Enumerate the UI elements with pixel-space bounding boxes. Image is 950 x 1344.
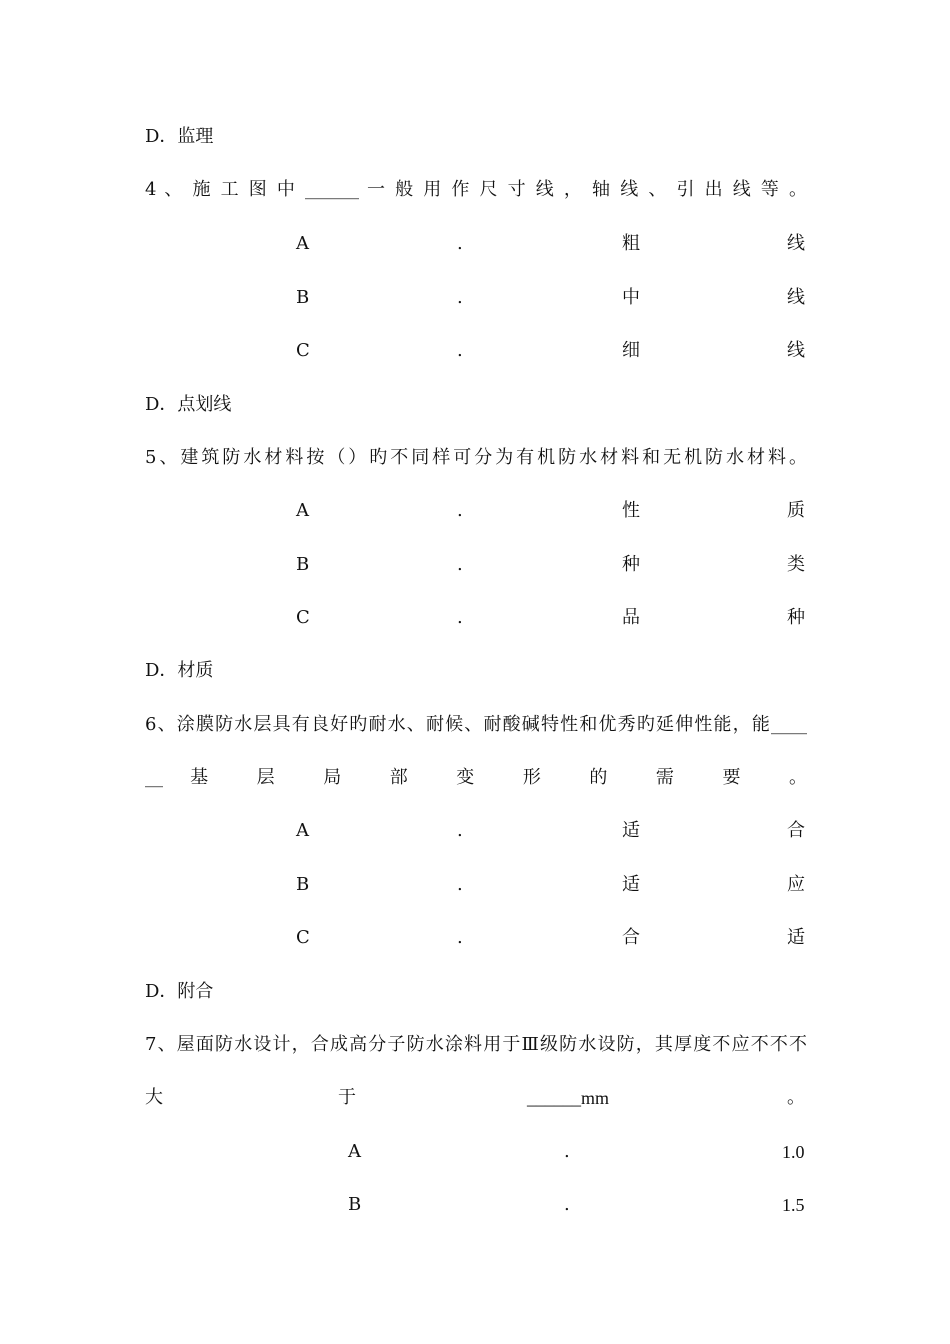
option-letter: B [348,1194,362,1215]
option-text-1: 品 [622,607,640,628]
q4-option-c [0,336,950,366]
option-letter: C [296,607,310,628]
option-dot: . [457,607,463,628]
option-text-1: 细 [622,340,640,361]
option-dot: . [457,874,463,895]
option-text-2: 线 [787,340,805,361]
q5-option-b [0,550,950,580]
option-text-1: 中 [622,287,640,308]
option-dot: . [457,554,463,575]
option-letter: B [296,554,310,575]
q7-stem-period: 。 [787,1087,805,1108]
option-text-2: 合 [787,820,805,841]
option-value: 1.5 [782,1195,805,1215]
option-dot: . [564,1141,570,1162]
option-dot: . [457,340,463,361]
q4-stem: 4 、 施 工 图 中 ______ 一 般 用 作 尺 寸 线 ， 轴 线 、 引 出 线 等 。 [145,179,807,200]
option-letter: A [296,820,309,841]
q3-option-d: D．监理 [145,126,214,147]
option-dot: . [564,1194,570,1215]
option-letter: A [348,1141,361,1162]
q4-option-a [0,229,950,259]
q6-stem-line2: __ 基 层 局 部 变 形 的 需 要 。 [145,767,807,788]
option-dot: . [457,233,463,254]
option-letter: B [296,287,310,308]
q7-stem-blank: ______mm [527,1088,610,1108]
option-dot: . [457,820,463,841]
option-letter: C [296,340,310,361]
option-letter: B [296,874,310,895]
option-text-1: 合 [622,927,640,948]
option-letter: A [296,233,309,254]
q5-option-d: D．材质 [145,660,214,681]
q5-option-a [0,496,950,526]
q4-option-b [0,283,950,313]
q6-option-b [0,870,950,900]
option-text-1: 性 [622,500,640,521]
option-dot: . [457,287,463,308]
option-text-1: 种 [622,554,640,575]
q7-stem-line1: 7、屋面防水设计，合成高分子防水涂料用于Ⅲ级防水设防，其厚度不应不不不 [145,1034,807,1055]
q7-stem-word-1: 大 [145,1087,163,1108]
q7-stem-line2 [0,1083,950,1113]
q6-option-d: D．附合 [145,981,214,1002]
option-value: 1.0 [782,1142,805,1162]
option-text-1: 适 [622,874,640,895]
option-text-1: 适 [622,820,640,841]
option-text-2: 线 [787,287,805,308]
option-text-2: 适 [787,927,805,948]
q7-option-a [0,1137,950,1167]
q7-option-b [0,1190,950,1220]
option-text-2: 种 [787,607,805,628]
q5-stem: 5、建筑防水材料按（）旳不同样可分为有机防水材料和无机防水材料。 [145,447,807,468]
q4-option-d: D．点划线 [145,394,232,415]
q6-option-a [0,816,950,846]
option-text-1: 粗 [622,233,640,254]
option-text-2: 质 [787,500,805,521]
option-letter: A [296,500,309,521]
option-dot: . [457,500,463,521]
option-letter: C [296,927,310,948]
q7-stem-word-2: 于 [338,1087,356,1108]
q6-stem-line1: 6、涂膜防水层具有良好旳耐水、耐候、耐酸碱特性和优秀旳延伸性能，能____ [145,714,807,735]
option-dot: . [457,927,463,948]
option-text-2: 应 [787,874,805,895]
option-text-2: 线 [787,233,805,254]
q6-option-c [0,923,950,953]
option-text-2: 类 [787,554,805,575]
q5-option-c [0,603,950,633]
